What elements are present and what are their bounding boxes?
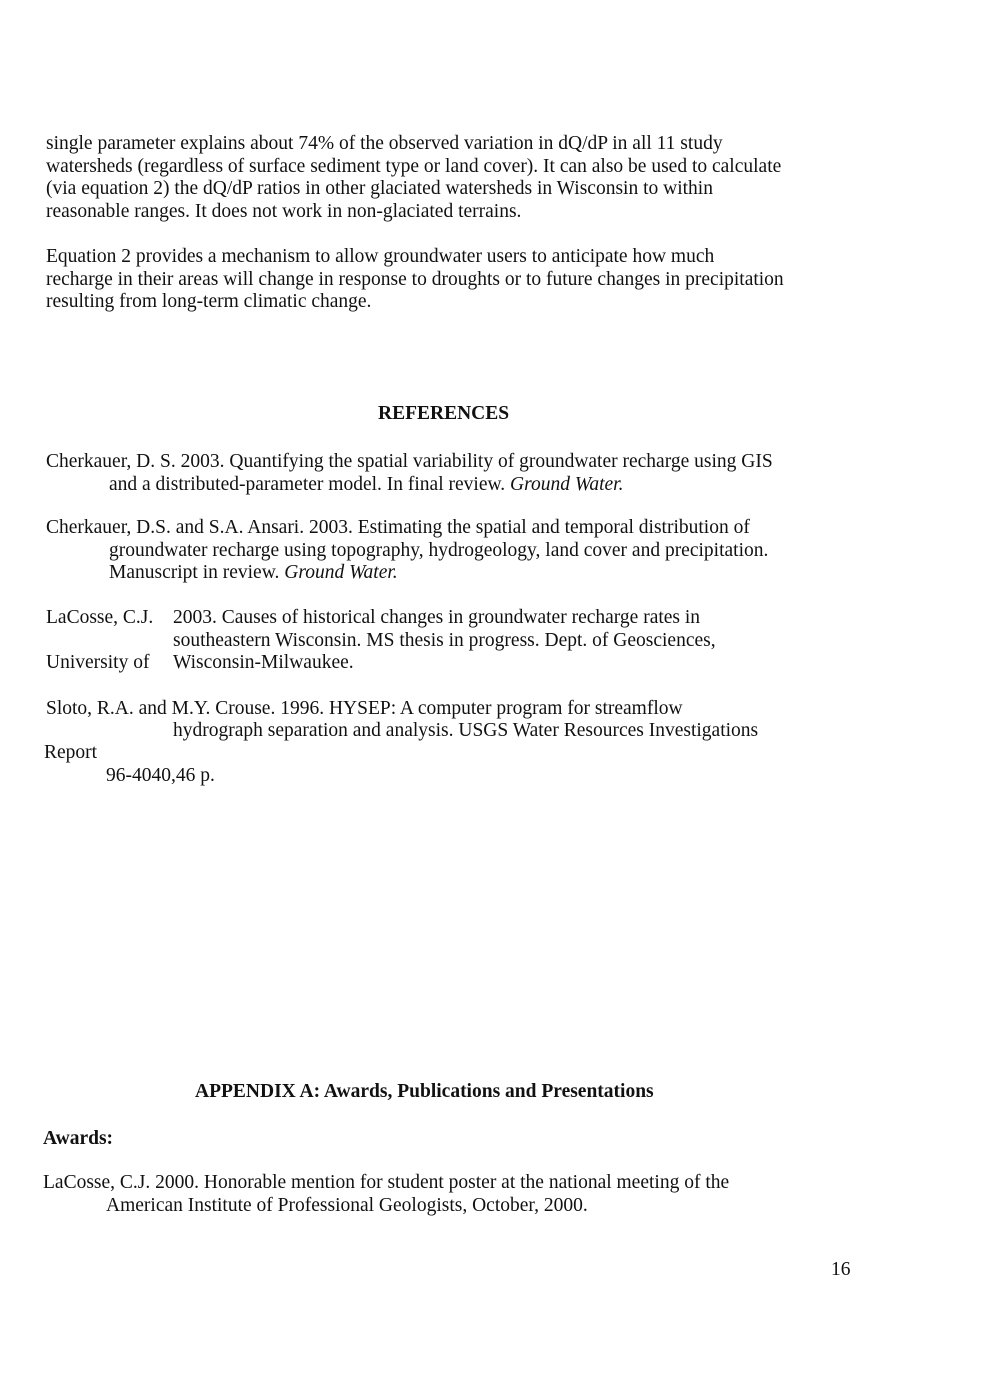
reference-line: Wisconsin-Milwaukee. bbox=[173, 652, 354, 673]
reference-line: Sloto, R.A. and M.Y. Crouse. 1996. HYSEP: A computer program for streamflow bbox=[46, 698, 683, 719]
award-line: LaCosse, C.J. 2000. Honorable mention for student poster at the national meeting of the bbox=[43, 1172, 730, 1193]
appendix-heading: APPENDIX A: Awards, Publications and Presentations bbox=[195, 1081, 654, 1102]
body-paragraph-2 bbox=[46, 246, 876, 314]
reference-author: LaCosse, C.J. bbox=[46, 607, 154, 628]
paragraph-line: single parameter explains about 74% of the observed variation in dQ/dP in all 11 study bbox=[46, 133, 723, 154]
reference-line bbox=[46, 474, 876, 497]
awards-label: Awards: bbox=[43, 1128, 114, 1149]
journal-title: Ground Water. bbox=[510, 473, 624, 495]
reference-entry-1 bbox=[46, 451, 876, 496]
references-heading: REFERENCES bbox=[378, 403, 510, 424]
reference-line: Cherkauer, D. S. 2003. Quantifying the spatial variability of groundwater recharge using GIS bbox=[46, 451, 773, 472]
reference-line: groundwater recharge using topography, hydrogeology, land cover and precipitation. bbox=[109, 539, 769, 561]
paragraph-line: recharge in their areas will change in response to droughts or to future changes in precipitation bbox=[46, 268, 784, 290]
reference-text: Manuscript in review. bbox=[109, 562, 285, 584]
reference-line: University of bbox=[46, 652, 150, 673]
paragraph-line: resulting from long-term climatic change. bbox=[46, 291, 372, 313]
paragraph-line: watersheds (regardless of surface sediment type or land cover). It can also be used to calculate bbox=[46, 155, 782, 177]
paragraph-line: reasonable ranges. It does not work in non-glaciated terrains. bbox=[46, 200, 522, 222]
reference-line: 96-4040,46 p. bbox=[106, 765, 215, 786]
page-number: 16 bbox=[831, 1259, 851, 1280]
reference-line: Report bbox=[44, 742, 98, 763]
journal-title: Ground Water. bbox=[284, 562, 398, 584]
reference-line: southeastern Wisconsin. MS thesis in progress. Dept. of Geosciences, bbox=[173, 630, 716, 651]
reference-line bbox=[46, 562, 876, 585]
paragraph-line: (via equation 2) the dQ/dP ratios in other glaciated watersheds in Wisconsin to within bbox=[46, 178, 713, 200]
reference-text: and a distributed-parameter model. In final review. bbox=[109, 473, 511, 495]
reference-line: hydrograph separation and analysis. USGS Water Resources Investigations bbox=[173, 720, 759, 741]
reference-line: Cherkauer, D.S. and S.A. Ansari. 2003. Estimating the spatial and temporal distribution of bbox=[46, 517, 750, 538]
reference-entry-2 bbox=[46, 517, 876, 585]
body-paragraph-1 bbox=[46, 133, 876, 223]
award-line: American Institute of Professional Geologists, October, 2000. bbox=[106, 1195, 588, 1216]
reference-line: 2003. Causes of historical changes in groundwater recharge rates in bbox=[173, 607, 701, 628]
paragraph-line: Equation 2 provides a mechanism to allow groundwater users to anticipate how much bbox=[46, 246, 715, 267]
